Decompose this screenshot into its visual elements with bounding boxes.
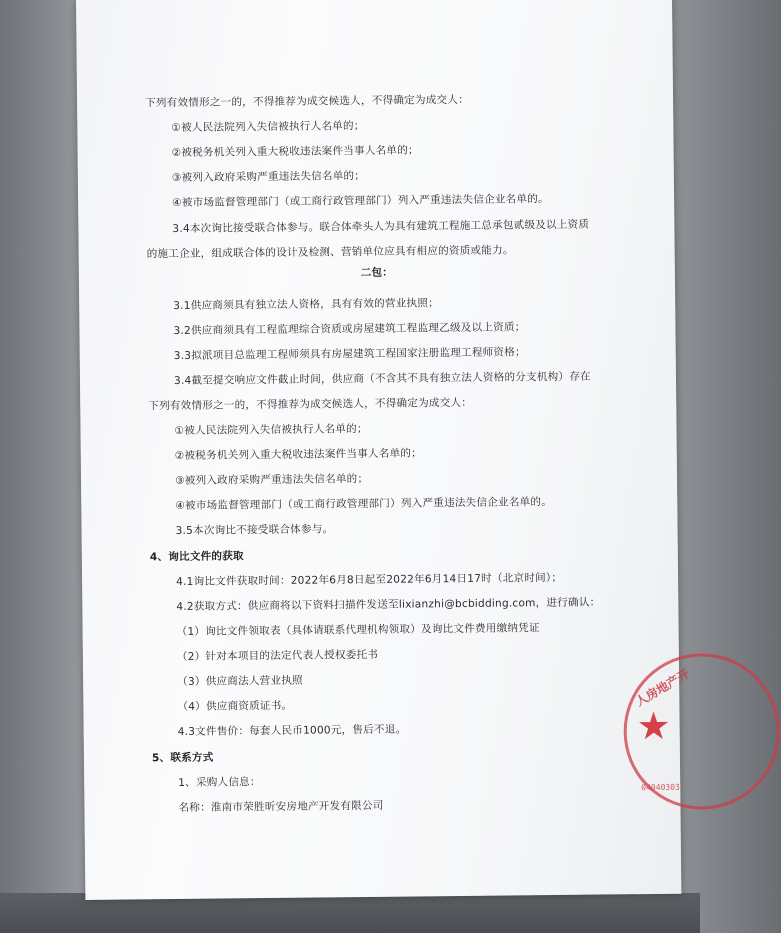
document-line: （4）供应商资质证书。 bbox=[177, 699, 293, 713]
document-line: 4.3文件售价：每套人民币1000元，售后不退。 bbox=[177, 723, 407, 738]
document-line: ④被市场监督管理部门（或工商行政管理部门）列入严重违法失信企业名单的。 bbox=[172, 193, 549, 210]
document-line: 3.2供应商须具有工程监理综合资质或房屋建筑工程监理乙级及以上资质； bbox=[173, 321, 526, 337]
document-line: 3.4本次询比接受联合体参与。联合体牵头人为具有建筑工程施工总承包贰级及以上资质 bbox=[172, 218, 590, 236]
section-header: 5、联系方式 bbox=[151, 751, 214, 765]
document-line: （1）询比文件领取表（具体请联系代理机构领取）及询比文件费用缴纳凭证 bbox=[176, 622, 540, 638]
document-line: 下列有效情形之一的，不得推荐为成交候选人，不得确定为成交人： bbox=[148, 396, 473, 413]
document-line: ①被人民法院列入失信被执行人名单的； bbox=[171, 119, 365, 135]
document-line: 3.3拟派项目总监理工程师须具有房屋建筑工程国家注册监理工程师资格； bbox=[173, 346, 526, 362]
document-line: ②被税务机关列入重大税收违法案件当事人名单的； bbox=[174, 447, 423, 462]
section-header: 4、询比文件的获取 bbox=[149, 550, 244, 564]
document-line: ①被人民法院列入失信被执行人名单的； bbox=[174, 422, 368, 437]
document-line: 3.1供应商须具有独立法人资格，具有有效的营业执照； bbox=[173, 297, 439, 312]
document-line: 下列有效情形之一的，不得推荐为成交候选人，不得确定为成交人： bbox=[145, 93, 469, 110]
document-line: ④被市场监督管理部门（或工商行政管理部门）列入严重违法失信企业名单的。 bbox=[175, 496, 553, 512]
document-line: ②被税务机关列入重大税收违法案件当事人名单的； bbox=[171, 144, 419, 160]
document-line: （2）针对本项目的法定代表人授权委托书 bbox=[176, 648, 379, 663]
seal-text: 人房地产开 bbox=[633, 666, 692, 710]
document-line: 4.1询比文件获取时间：2022年6月8日起至2022年6月14日17时（北京时间）； bbox=[176, 571, 563, 588]
document-line: ③被列入政府采购严重违法失信名单的； bbox=[174, 472, 369, 487]
document-line: 名称：淮南市荣胜昕安房地产开发有限公司 bbox=[178, 799, 384, 814]
document-line: （3）供应商法人营业执照 bbox=[177, 674, 303, 688]
document-line: ③被列入政府采购严重违法失信名单的； bbox=[171, 169, 366, 185]
seal-star-icon: ★ bbox=[636, 703, 671, 749]
package-subtitle: 二包： bbox=[360, 266, 394, 280]
document-line: 1、采购人信息： bbox=[178, 776, 261, 789]
document-page bbox=[76, 0, 692, 900]
document-line: 3.4截至提交响应文件截止时间，供应商（不含其不具有独立法人资格的分支机构）存在 bbox=[173, 370, 591, 387]
document-line: 4.2获取方式：供应商将以下资料扫描件发送至lixianzhi@bcbidding.com，进行确认： bbox=[176, 596, 601, 613]
seal-code: 04040303 bbox=[641, 782, 680, 793]
document-line: 的施工企业，组成联合体的设计及检测、营销单位应具有相应的资质或能力。 bbox=[146, 244, 514, 261]
document-line: 3.5本次询比不接受联合体参与。 bbox=[175, 523, 334, 537]
company-seal bbox=[623, 653, 781, 811]
